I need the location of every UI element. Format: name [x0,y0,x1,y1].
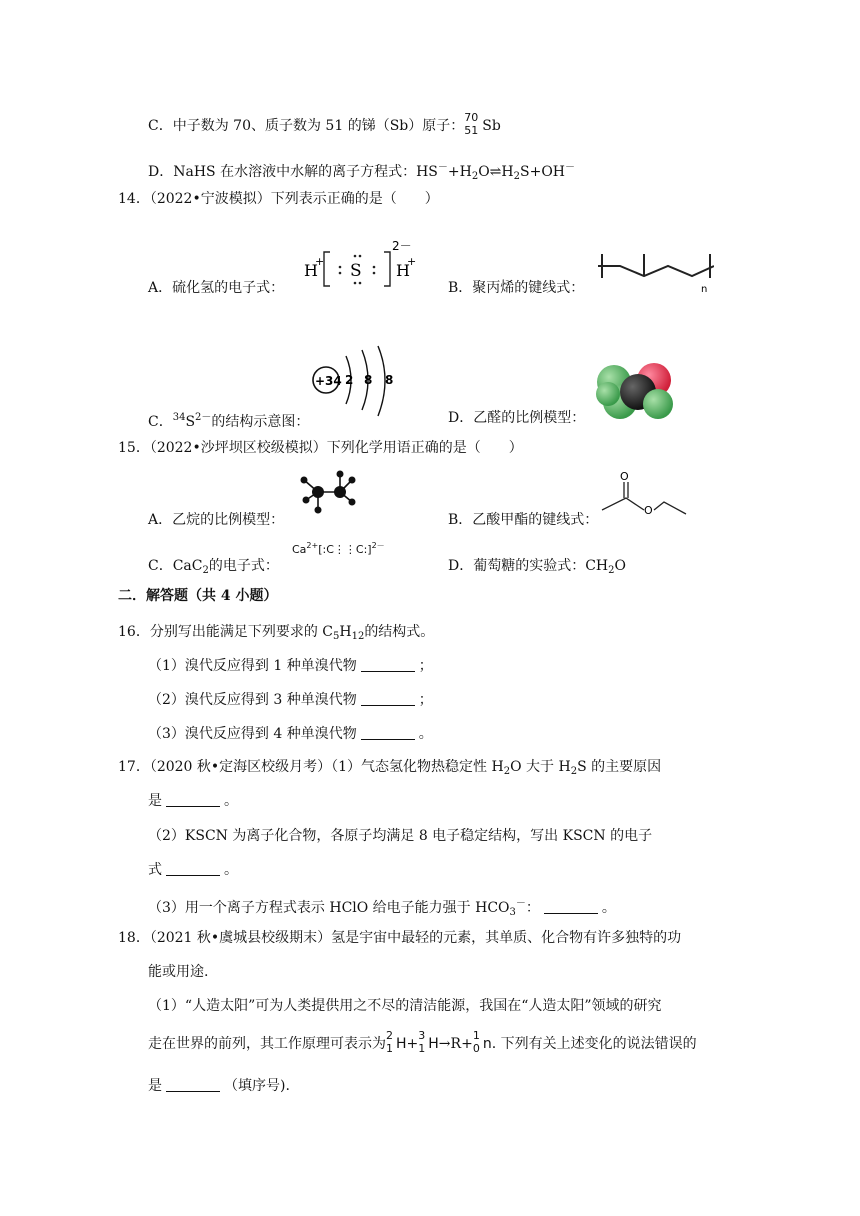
q15-stem: 15．（2022•沙坪坝区校级模拟）下列化学用语正确的是（ ） [118,440,523,456]
q18-line-3: （1）“人造太阳”可为人类提供用之不尽的清洁能源，我国在“人造太阳”领域的研究 [148,998,662,1014]
q14-option-b: B．聚丙烯的键线式： [448,280,585,296]
q15-option-a: A．乙烷的比例模型： [148,512,285,528]
q16-part-1: （1）溴代反应得到 1 种单溴代物 ； [148,658,433,674]
q16-part-2: （2）溴代反应得到 3 种单溴代物 ； [148,692,433,708]
q14-stem: 14．（2022•宁波模拟）下列表示正确的是（ ） [118,191,439,207]
q17-line-1: 17．（2020 秋•定海区校级月考）（1）气态氢化物热稳定性 $H_2O$ 大于 $H_2S$ 的主要原因 [118,759,662,777]
q13-option-c: C．中子数为 70、质子数为 51 的锑（Sb）原子： 70 51 Sb [148,111,501,137]
answer-blank[interactable] [166,861,220,876]
shell-2: 8 [364,373,373,387]
q17-line-5: （3）用一个离子方程式表示 HClO 给电子能力强于 $HCO_3^-$： 。 [148,898,616,918]
s-atom: S [350,261,362,281]
q17-line-4: 式 。 [148,862,238,878]
charge: 2－ [392,239,412,253]
answer-blank[interactable] [361,691,415,706]
h2-nuclide: 2 1 [386,1029,393,1055]
answer-blank[interactable] [544,899,598,914]
q18-line-2: 能或用途. [148,964,209,980]
polypropylene-skeletal [598,242,714,298]
nucleus-charge: +34 [315,374,342,388]
q13-option-d: D．NaHS 在水溶液中水解的离子方程式：$HS^-+H_2O\rightleftharpoons H_2S+OH^-$ [148,162,576,182]
q18-line-5: 是 （填序号). [148,1078,290,1094]
q14-option-d: D．乙醛的比例模型： [448,410,586,426]
h-left: H [304,261,318,280]
q17-line-2: 是 。 [148,793,238,809]
ester-o: O [644,504,653,517]
s2-ion-structure-diagram [310,344,406,420]
h-right-plus: + [407,255,417,268]
carbonyl-o: O [620,470,629,483]
acetaldehyde-space-filling-model [592,358,682,422]
q16-part-3: （3）溴代反应得到 4 种单溴代物 。 [148,726,433,742]
neutron-nuclide: 1 0 [472,1029,480,1055]
q15-option-b: B．乙酸甲酯的键线式： [448,512,599,528]
q14-option-c: C．$^{34}S^{2-}$的结构示意图： [148,412,310,430]
h-left-plus: + [315,255,325,268]
ethane-model [296,470,358,522]
answer-blank[interactable] [361,725,415,740]
methyl-acetate-skeletal [598,470,694,526]
answer-blank[interactable] [166,1077,220,1092]
shell-3: 8 [385,373,394,387]
cac2-electron-formula: $Ca^{2+}[:C⋮⋮C:]^{2-}$ [292,541,385,556]
h2s-electron-formula [300,232,420,302]
sb-nuclide: 70 51 [464,111,479,137]
q15-option-c: C．CaC$_2$的电子式： [148,558,279,576]
answer-blank[interactable] [361,657,415,672]
q18-line-4: 走在世界的前列，其工作原理可表示为 2 1 H+ 3 1 H→R+ 1 0 n. 下列有关上述变化的说法错误的 [148,1029,697,1055]
answer-blank[interactable] [166,792,220,807]
section-heading: 二．解答题（共 4 小题） [118,588,278,604]
q14-option-a: A．硫化氢的电子式： [148,280,285,296]
shell-1: 2 [345,373,354,387]
repeat-n: n [701,284,708,295]
q18-line-1: 18．（2021 秋•虞城县校级期末）氢是宇宙中最轻的元素，其单质、化合物有许多独特的功 [118,930,682,946]
q15-option-d: D．葡萄糖的实验式：$CH_2O$ [448,558,627,576]
q17-line-3: （2）KSCN 为离子化合物，各原子均满足 8 电子稳定结构，写出 KSCN 的电子 [148,828,653,844]
q16-stem: 16．分别写出能满足下列要求的 $C_5H_{12}$的结构式。 [118,624,435,642]
h3-nuclide: 3 1 [418,1029,426,1055]
h-right: H [396,261,410,280]
